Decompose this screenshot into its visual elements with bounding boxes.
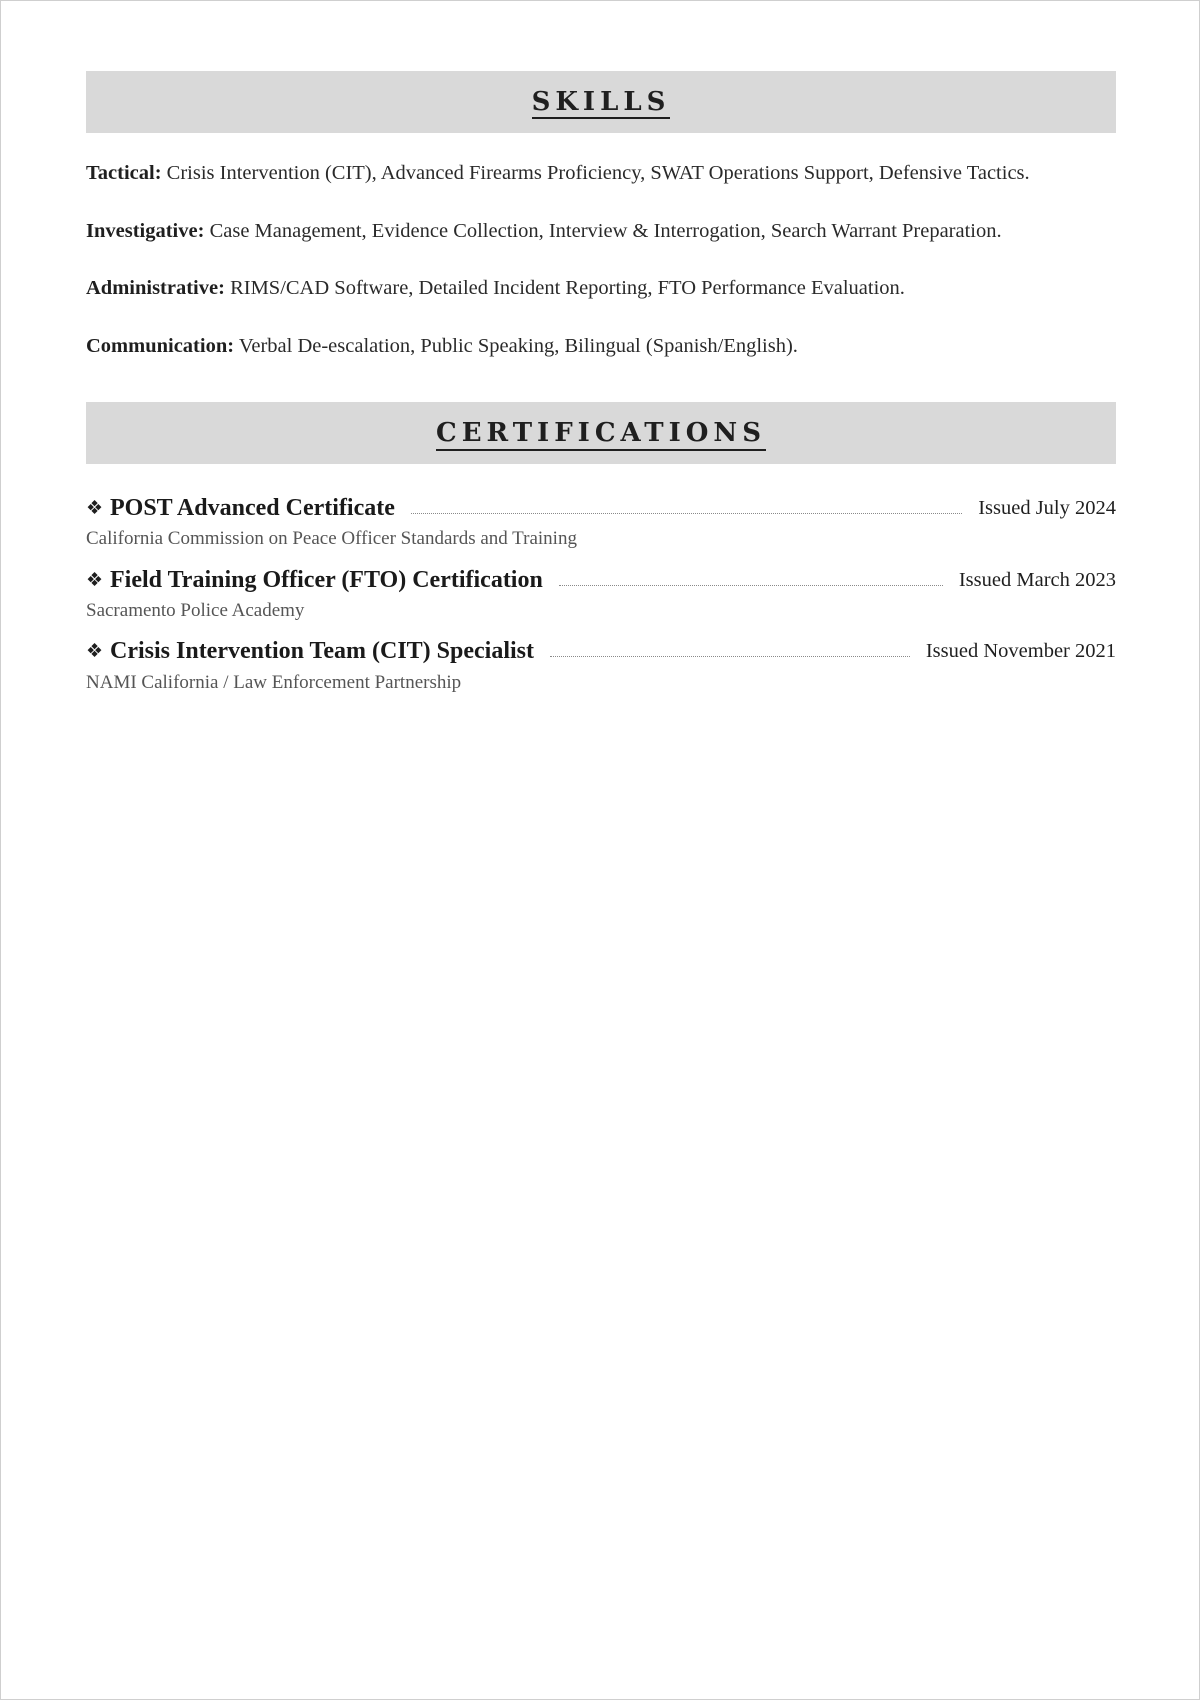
- certification-item: [86, 492, 1116, 551]
- certification-item: [86, 636, 1116, 695]
- skill-row-administrative: [86, 276, 1116, 301]
- section-spacer: [86, 358, 1116, 402]
- skill-text: RIMS/CAD Software, Detailed Incident Reporting, FTO Performance Evaluation.: [224, 277, 905, 300]
- skill-text: Crisis Intervention (CIT), Advanced Firearms Proficiency, SWAT Operations Support, Defensive Tactics.: [161, 162, 1030, 184]
- skill-row-communication: [86, 334, 1116, 359]
- certification-name: Field Training Officer (FTO) Certification: [110, 566, 543, 593]
- diamond-bullet-icon: ❖: [86, 641, 104, 663]
- diamond-bullet-icon: ❖: [86, 497, 104, 519]
- certification-date: Issued July 2024: [978, 496, 1116, 519]
- certification-issuer: NAMI California / Law Enforcement Partnership: [86, 671, 462, 693]
- skill-label: Investigative:: [86, 219, 205, 242]
- skill-row-tactical: [86, 161, 1116, 186]
- certifications-section-title: CERTIFICATIONS: [436, 419, 766, 451]
- certification-date: Issued March 2023: [958, 568, 1116, 591]
- resume-content: [86, 71, 1116, 708]
- certifications-section-header: [86, 402, 1116, 464]
- dotted-leader: [550, 656, 910, 657]
- skill-label: Tactical:: [86, 162, 162, 184]
- skills-list: [86, 161, 1116, 358]
- certification-date: Issued November 2021: [925, 640, 1116, 663]
- skill-text: Verbal De-escalation, Public Speaking, Bilingual (Spanish/English).: [234, 334, 798, 357]
- skill-label: Administrative:: [86, 277, 225, 300]
- certification-name: POST Advanced Certificate: [110, 494, 395, 521]
- skills-section-title: SKILLS: [532, 88, 671, 120]
- dotted-leader: [559, 585, 943, 586]
- diamond-bullet-icon: ❖: [86, 569, 104, 591]
- skill-row-investigative: [86, 219, 1116, 244]
- dotted-leader: [411, 513, 962, 514]
- skills-section-header: [86, 71, 1116, 133]
- certifications-list: [86, 492, 1116, 694]
- certification-item: [86, 564, 1116, 623]
- certification-issuer: California Commission on Peace Officer Standards and Training: [86, 528, 577, 550]
- certification-name: Crisis Intervention Team (CIT) Specialist: [110, 638, 535, 665]
- certification-heading: [86, 636, 1116, 668]
- certification-heading: [86, 492, 1116, 524]
- skill-text: Case Management, Evidence Collection, Interview & Interrogation, Search Warrant Preparation.: [204, 219, 1002, 242]
- certification-issuer: Sacramento Police Academy: [86, 600, 305, 622]
- certification-heading: [86, 564, 1116, 596]
- skill-label: Communication:: [86, 334, 235, 357]
